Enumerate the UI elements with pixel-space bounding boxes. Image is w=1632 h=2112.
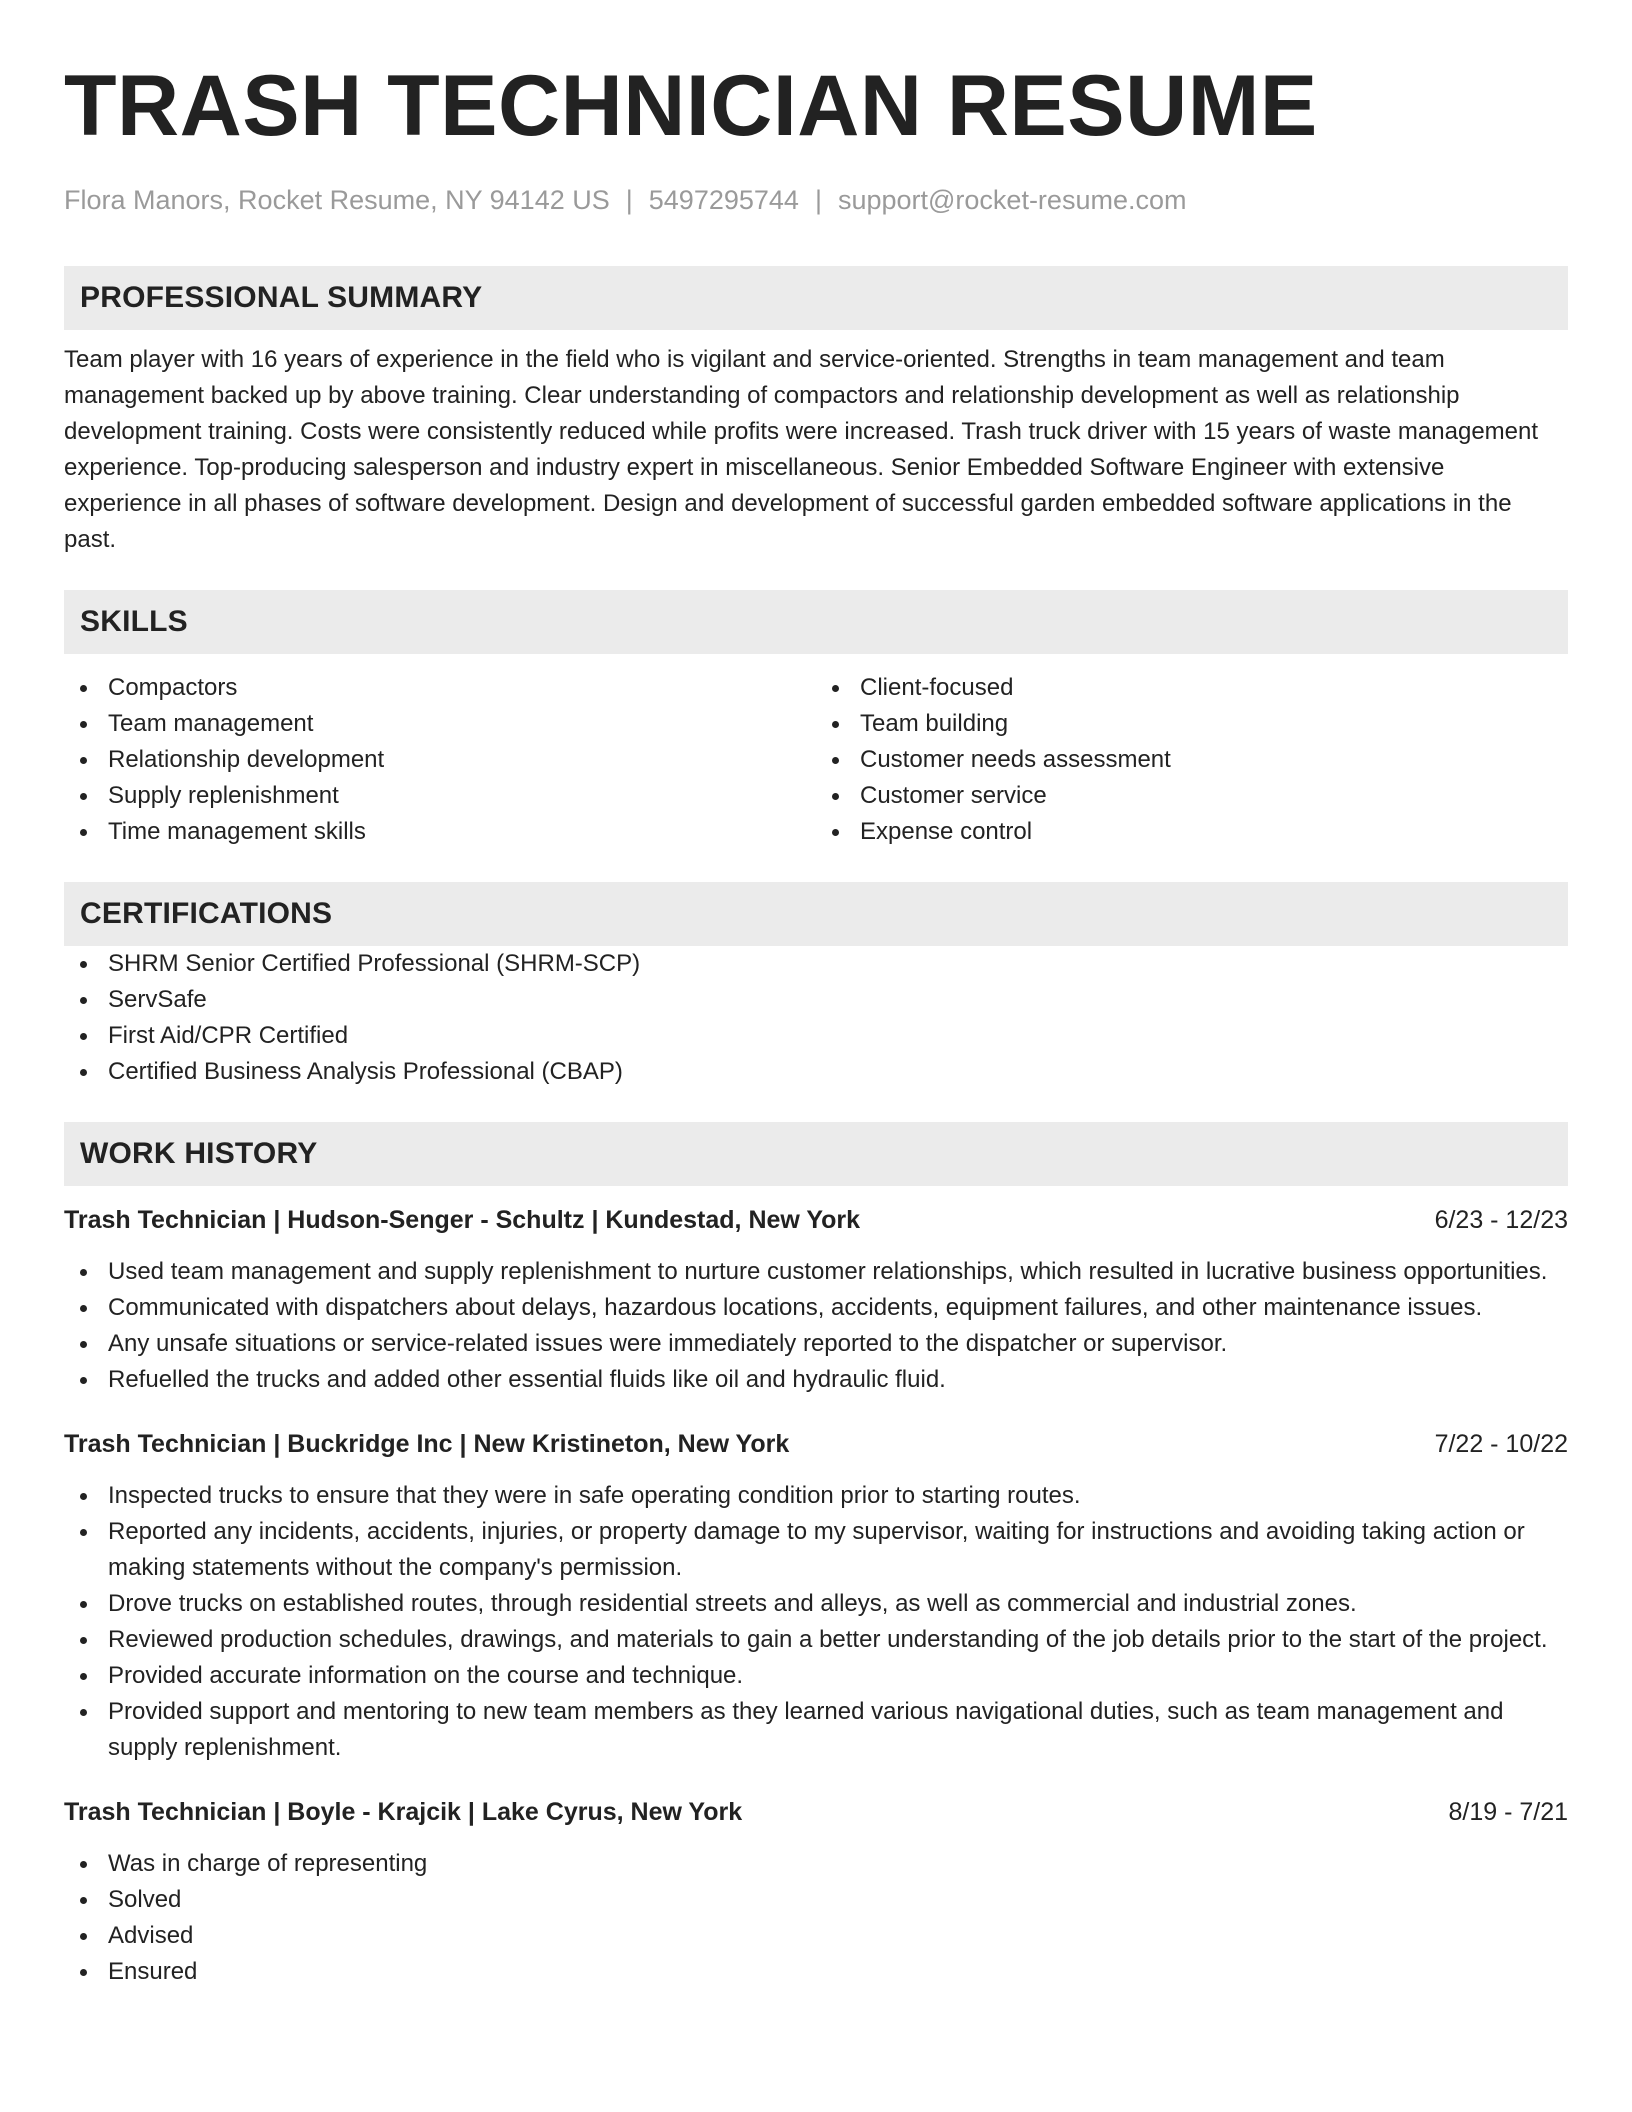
skill-item: Time management skills xyxy=(64,814,816,850)
job-bullet: Provided accurate information on the course and technique. xyxy=(64,1658,1568,1694)
skill-item: Team management xyxy=(64,706,816,742)
contact-line xyxy=(64,182,1568,218)
job-bullet: Reviewed production schedules, drawings, and materials to gain a better understanding of the job details prior to the start of the project. xyxy=(64,1622,1568,1658)
job-header xyxy=(64,1202,1568,1238)
job-header xyxy=(64,1426,1568,1462)
job-bullet: Ensured xyxy=(64,1954,1568,1990)
job-entry xyxy=(64,1426,1568,1766)
section-header-work-history: WORK HISTORY xyxy=(64,1122,1568,1186)
job-dates: 7/22 - 10/22 xyxy=(1434,1430,1568,1458)
skill-item: Client-focused xyxy=(816,670,1568,706)
contact-phone: 5497295744 xyxy=(648,185,799,215)
job-bullet: Communicated with dispatchers about delays, hazardous locations, accidents, equipment failures, and other maintenance issues. xyxy=(64,1290,1568,1326)
job-bullet: Drove trucks on established routes, through residential streets and alleys, as well as commercial and industrial zones. xyxy=(64,1586,1568,1622)
job-dates: 8/19 - 7/21 xyxy=(1448,1798,1568,1826)
job-entry xyxy=(64,1794,1568,1990)
job-bullets xyxy=(64,1478,1568,1766)
job-title: Trash Technician | Boyle - Krajcik | Lake Cyrus, New York xyxy=(64,1798,743,1826)
job-header xyxy=(64,1794,1568,1830)
certification-item: First Aid/CPR Certified xyxy=(64,1018,1568,1054)
contact-email: support@rocket-resume.com xyxy=(837,185,1187,215)
skills-list-left xyxy=(64,670,816,850)
contact-address: Flora Manors, Rocket Resume, NY 94142 US xyxy=(64,185,610,215)
certifications-list xyxy=(64,946,1568,1090)
job-bullets xyxy=(64,1846,1568,1990)
skill-item: Team building xyxy=(816,706,1568,742)
summary-text: Team player with 16 years of experience in the field who is vigilant and service-oriented. Strengths in team management and team management backed up by above training. Clear understanding of compactors and relationship development as well as relationship development training. Costs were consistently reduced while profits were increased. Trash truck driver with 15 years of waste management experience. Top-producing salesperson and industry expert in miscellaneous. Senior Embedded Software Engineer with extensive experience in all phases of software development. Design and development of successful garden embedded software applications in the past. xyxy=(64,346,1539,553)
job-dates: 6/23 - 12/23 xyxy=(1434,1206,1568,1234)
skills-column-right xyxy=(816,670,1568,850)
job-bullet: Reported any incidents, accidents, injuries, or property damage to my supervisor, waiting for instructions and avoiding taking action or making statements without the company's permission. xyxy=(64,1514,1568,1586)
certification-item: ServSafe xyxy=(64,982,1568,1018)
certification-item: Certified Business Analysis Professional (CBAP) xyxy=(64,1054,1568,1090)
section-header-summary: PROFESSIONAL SUMMARY xyxy=(64,266,1568,330)
contact-separator: | xyxy=(814,185,822,215)
job-entry xyxy=(64,1202,1568,1398)
job-bullet: Refuelled the trucks and added other essential fluids like oil and hydraulic fluid. xyxy=(64,1362,1568,1398)
job-title: Trash Technician | Buckridge Inc | New Kristineton, New York xyxy=(64,1430,790,1458)
skill-item: Compactors xyxy=(64,670,816,706)
skill-item: Relationship development xyxy=(64,742,816,778)
job-bullet: Inspected trucks to ensure that they were in safe operating condition prior to starting routes. xyxy=(64,1478,1568,1514)
certification-item: SHRM Senior Certified Professional (SHRM-SCP) xyxy=(64,946,1568,982)
skill-item: Expense control xyxy=(816,814,1568,850)
skills-grid xyxy=(64,670,1568,850)
job-bullet: Used team management and supply replenishment to nurture customer relationships, which resulted in lucrative business opportunities. xyxy=(64,1254,1568,1290)
contact-separator: | xyxy=(625,185,633,215)
section-header-skills: SKILLS xyxy=(64,590,1568,654)
skill-item: Customer service xyxy=(816,778,1568,814)
section-header-certifications: CERTIFICATIONS xyxy=(64,882,1568,946)
job-bullets xyxy=(64,1254,1568,1398)
job-bullet: Any unsafe situations or service-related issues were immediately reported to the dispatcher or supervisor. xyxy=(64,1326,1568,1362)
skill-item: Supply replenishment xyxy=(64,778,816,814)
skills-list-right xyxy=(816,670,1568,850)
skills-column-left xyxy=(64,670,816,850)
resume-title: TRASH TECHNICIAN RESUME xyxy=(64,58,1318,154)
job-bullet: Was in charge of representing xyxy=(64,1846,1568,1882)
job-title: Trash Technician | Hudson-Senger - Schultz | Kundestad, New York xyxy=(64,1206,861,1234)
job-bullet: Advised xyxy=(64,1918,1568,1954)
job-bullet: Provided support and mentoring to new team members as they learned various navigational duties, such as team management and supply replenishment. xyxy=(64,1694,1568,1766)
job-bullet: Solved xyxy=(64,1882,1568,1918)
skill-item: Customer needs assessment xyxy=(816,742,1568,778)
